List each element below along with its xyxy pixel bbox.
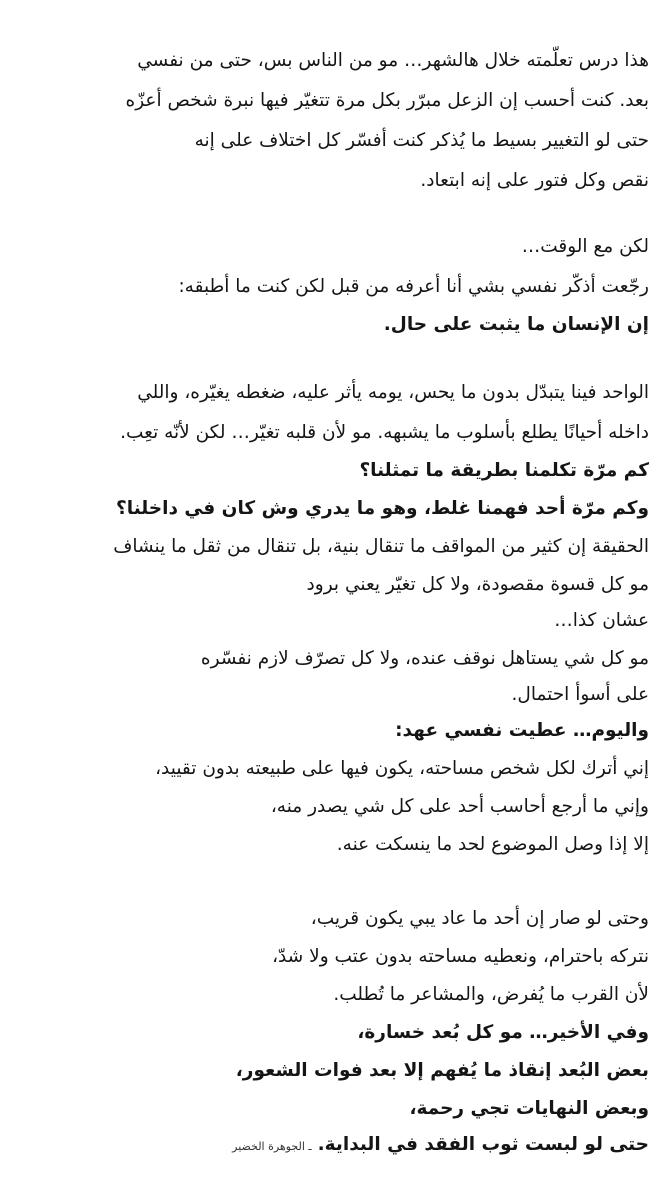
closing-line-with-signature xyxy=(12,1130,649,1162)
text-line: داخله أحيانًا يطلع بأسلوب ما يشبهه. مو لأن قلبه تغيّر… لكن لأنّه تعِب. xyxy=(120,422,649,443)
text-line: إلا إذا وصل الموضوع لحد ما ينسكت عنه. xyxy=(336,834,649,855)
question-line: وكم مرّة أحد فهمنا غلط، وهو ما يدري وش كان في داخلنا؟ xyxy=(116,498,649,519)
text-line: الحقيقة إن كثير من المواقف ما تنقال بنية، بل تنقال من ثقل ما ينشاف xyxy=(113,536,649,557)
closing-line: وبعض النهايات تجي رحمة، xyxy=(409,1098,649,1119)
text-line: حتى لو التغيير بسيط ما يُذكر كنت أفسّر كل اختلاف على إنه xyxy=(194,130,649,151)
closing-line: بعض البُعد إنقاذ ما يُفهم إلا بعد فوات الشعور، xyxy=(235,1060,649,1081)
text-line: بعد. كنت أحسب إن الزعل مبرّر بكل مرة تتغيّر فيها نبرة شخص أعزّه xyxy=(125,90,649,111)
text-line: لكن مع الوقت… xyxy=(521,236,649,257)
question-line: كم مرّة تكلمنا بطريقة ما تمثلنا؟ xyxy=(359,460,649,481)
text-line: وحتى لو صار إن أحد ما عاد يبي يكون قريب، xyxy=(310,908,649,929)
text-line: نقص وكل فتور على إنه ابتعاد. xyxy=(420,170,649,191)
text-line: الواحد فينا يتبدّل بدون ما يحس، يومه يأثر عليه، ضغطه يغيّره، واللي xyxy=(137,382,649,403)
text-line: مو كل شي يستاهل نوقف عنده، ولا كل تصرّف لازم نفسّره xyxy=(200,648,649,669)
closing-last-text: حتى لو لبست ثوب الفقد في البداية. xyxy=(317,1134,649,1155)
text-line: إني أترك لكل شخص مساحته، يكون فيها على طبيعته بدون تقييد، xyxy=(155,758,649,779)
closing-line: وفي الأخير… مو كل بُعد خسارة، xyxy=(357,1022,649,1043)
text-line: لأن القرب ما يُفرض، والمشاعر ما تُطلب. xyxy=(333,984,649,1005)
author-signature: ـ الجوهرة الخضير xyxy=(232,1140,312,1153)
text-line: هذا درس تعلّمته خلال هالشهر… مو من الناس بس، حتى من نفسي xyxy=(137,50,649,71)
text-line: نتركه باحترام، ونعطيه مساحته بدون عتب ولا شدّ، xyxy=(272,946,649,967)
highlight-line: إن الإنسان ما يثبت على حال. xyxy=(383,314,649,335)
highlight-line: واليوم… عطيت نفسي عهد: xyxy=(395,720,649,741)
text-line: على أسوأ احتمال. xyxy=(511,684,649,705)
text-line: مو كل قسوة مقصودة، ولا كل تغيّر يعني برود xyxy=(306,574,649,595)
text-line: عشان كذا… xyxy=(554,610,649,631)
text-line: رجّعت أذكّر نفسي بشي أنا أعرفه من قبل لكن كنت ما أطبقه: xyxy=(178,276,649,297)
text-line: وإني ما أرجع أحاسب أحد على كل شي يصدر منه، xyxy=(270,796,649,817)
